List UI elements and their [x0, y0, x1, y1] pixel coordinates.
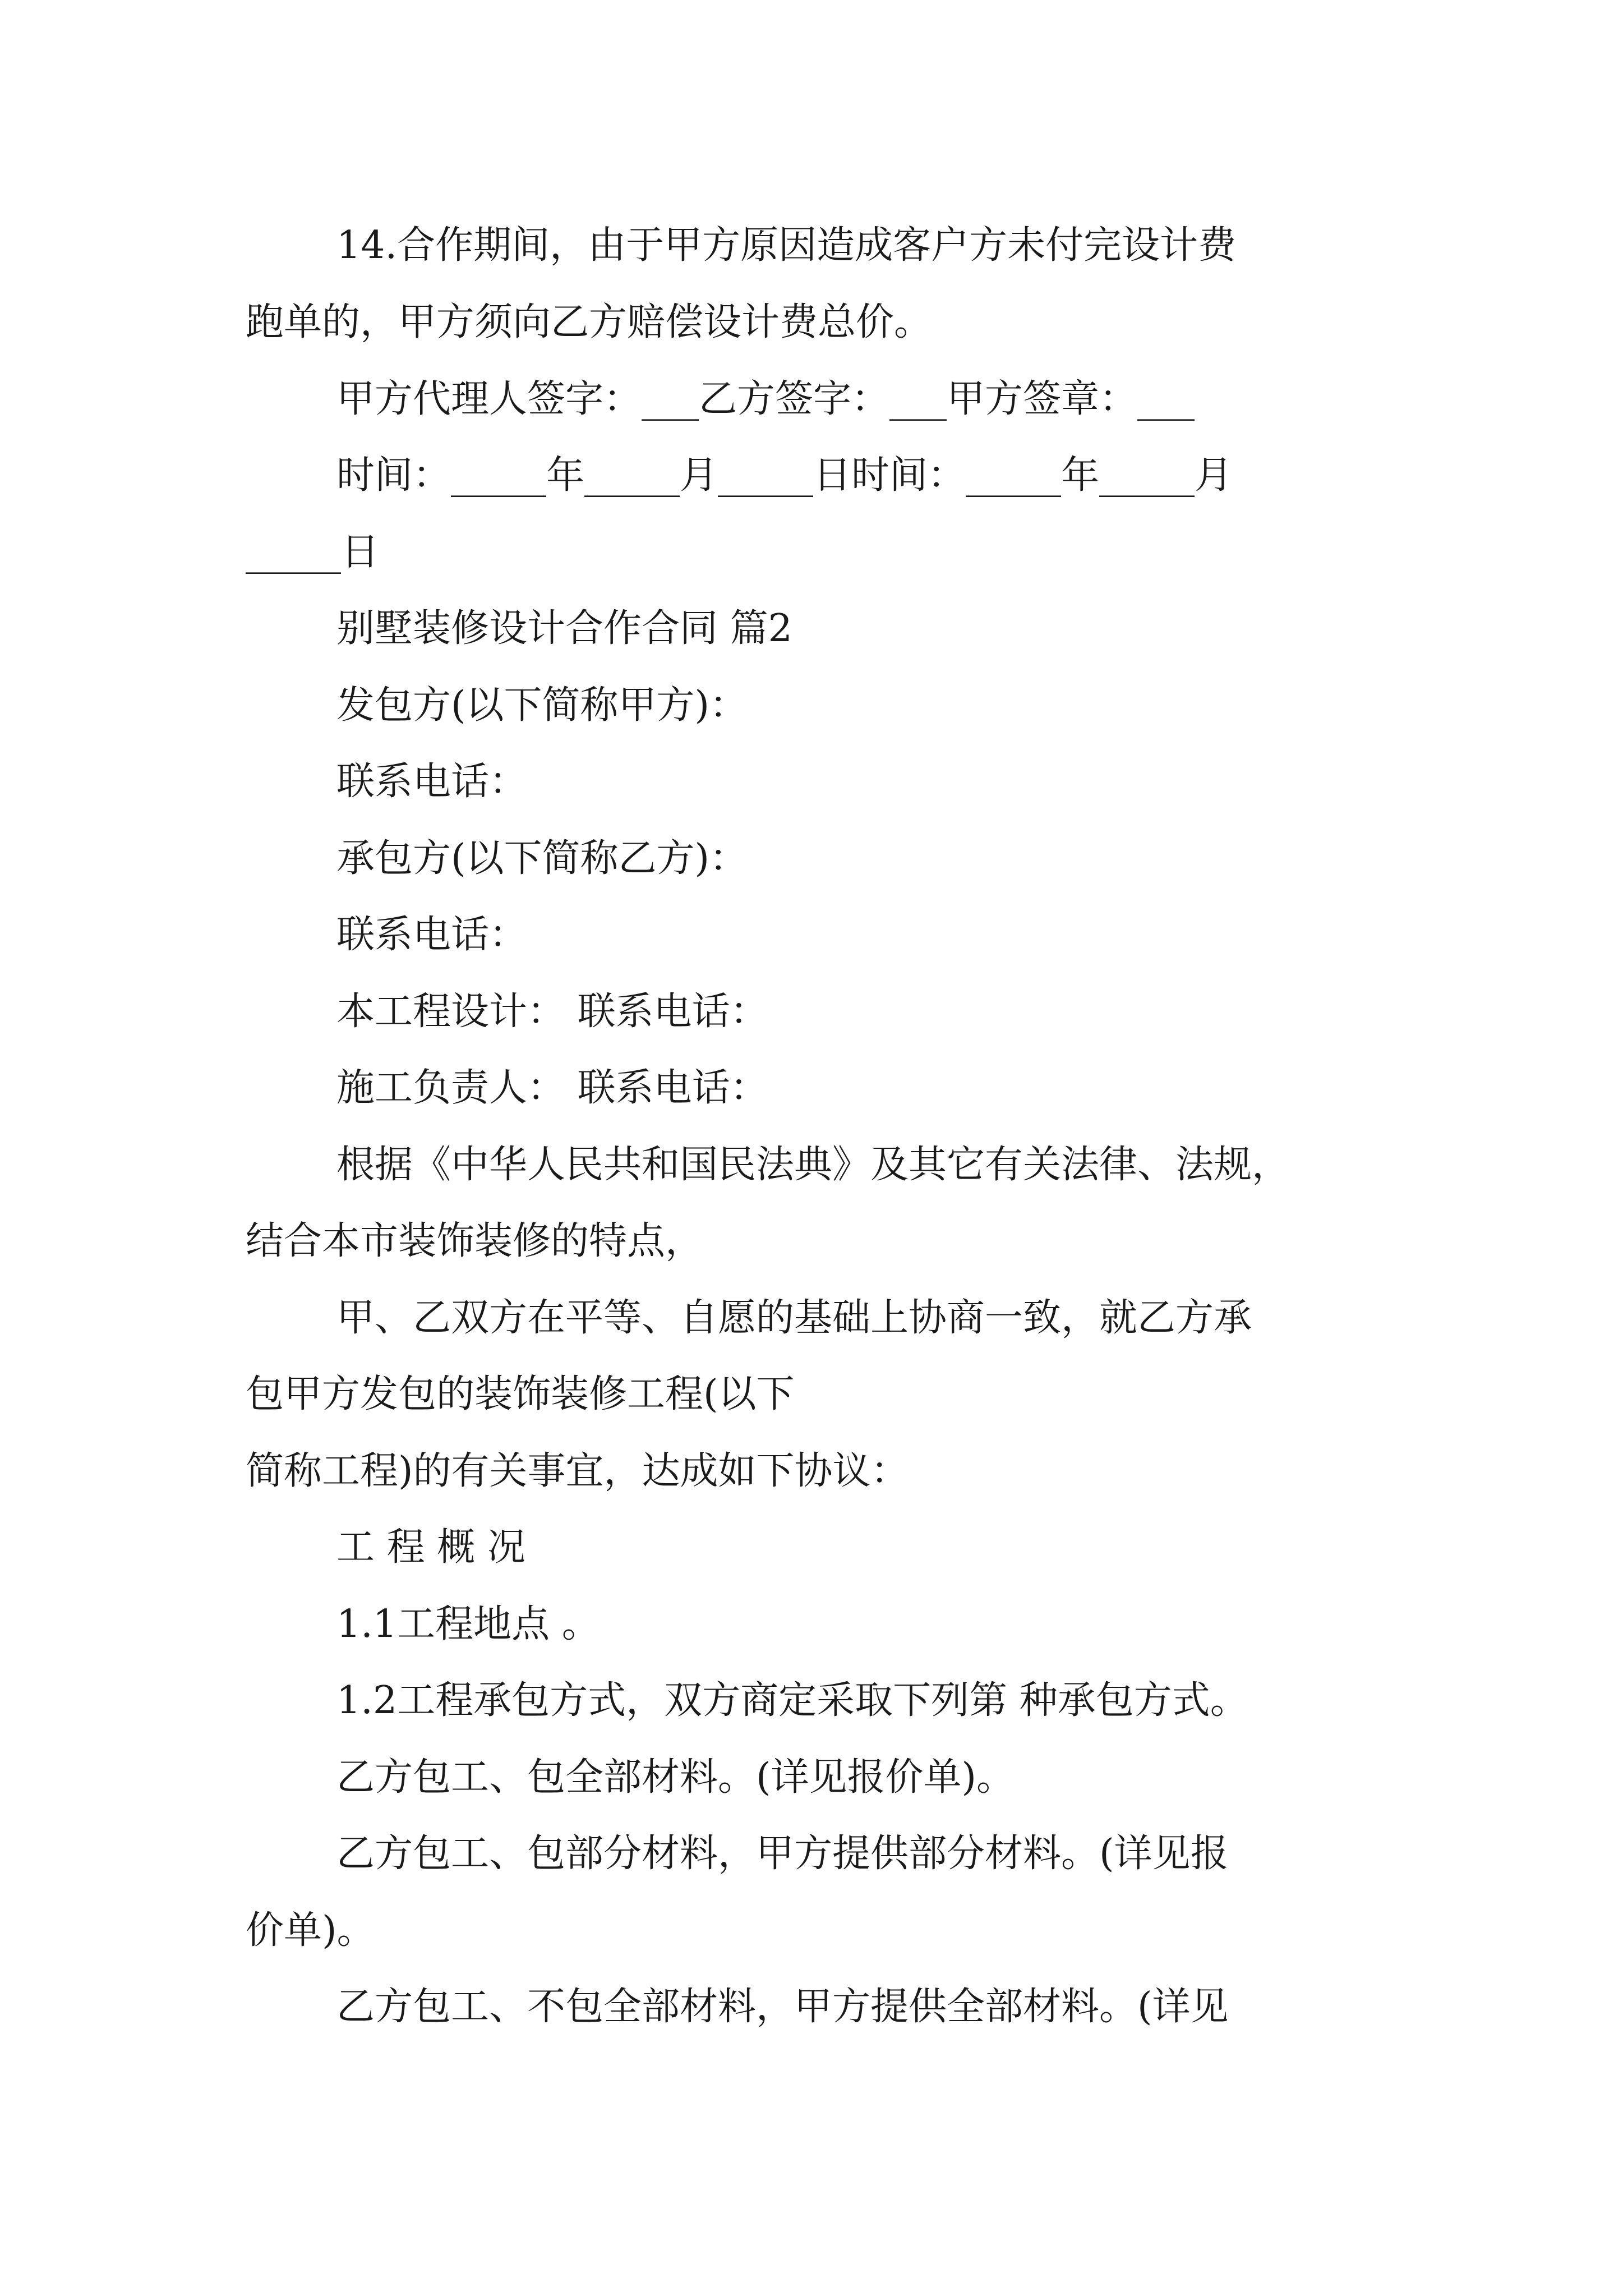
- text-line: 发包方(以下简称甲方)：: [336, 683, 748, 728]
- text-line: 包甲方发包的装饰装修工程(以下: [246, 1372, 795, 1416]
- text-line: 甲、乙双方在平等、自愿的基础上协商一致，就乙方承: [336, 1296, 1252, 1340]
- text-line: 本工程设计： 联系电话：: [336, 990, 768, 1034]
- text-line: 乙方包工、不包全部材料，甲方提供全部材料。(详见: [336, 1985, 1229, 2029]
- text-line: 乙方包工、包部分材料，甲方提供部分材料。(详见报: [336, 1832, 1229, 1876]
- text-line: 根据《中华人民共和国民法典》及其它有关法律、法规，: [336, 1143, 1290, 1187]
- text-line: 1.1工程地点 。: [336, 1602, 600, 1646]
- text-line: 甲方代理人签字：___乙方签字：___甲方签章：___: [336, 377, 1195, 421]
- text-line: 1.2工程承包方式，双方商定采取下列第 种承包方式。: [336, 1678, 1248, 1723]
- section-heading: 工 程 概 况: [336, 1525, 525, 1570]
- section-heading: 别墅装修设计合作合同 篇2: [336, 606, 792, 651]
- text-line: 联系电话：: [336, 913, 528, 957]
- text-line: _____日: [246, 530, 380, 574]
- text-line: 结合本市装饰装修的特点，: [246, 1219, 704, 1263]
- text-line: 简称工程)的有关事宜，达成如下协议：: [246, 1449, 909, 1493]
- text-line: 施工负责人： 联系电话：: [336, 1066, 768, 1110]
- text-line: 乙方包工、包全部材料。(详见报价单)。: [336, 1755, 1015, 1800]
- text-line: 跑单的，甲方须向乙方赔偿设计费总价。: [246, 300, 933, 344]
- text-line: 联系电话：: [336, 760, 528, 804]
- text-line: 价单)。: [246, 1908, 375, 1953]
- text-line: 承包方(以下简称乙方)：: [336, 836, 748, 881]
- text-line: 时间：_____年_____月_____日时间：_____年_____月: [336, 453, 1233, 498]
- text-line: 14.合作期间，由于甲方原因造成客户方未付完设计费: [336, 223, 1237, 268]
